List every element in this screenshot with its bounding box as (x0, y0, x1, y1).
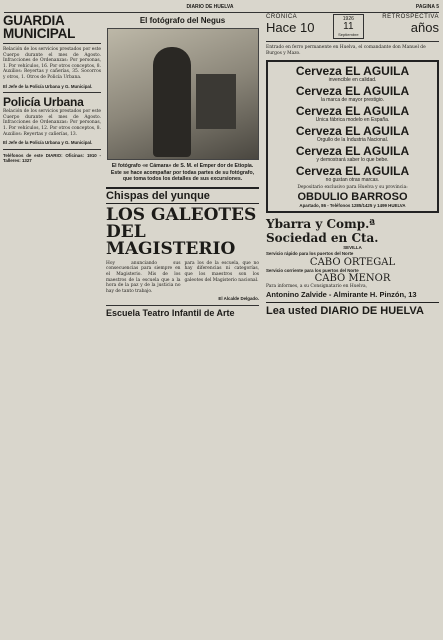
phones: Teléfonos de este DIARIO: Oficinas: 1910 - Talleres: 1327 (3, 152, 101, 164)
guardia-signature: El Jefe de la Policía Urbana y G. Municipal. (3, 83, 93, 89)
right-column (266, 14, 439, 317)
ad-sub: la marca de mayor prestigio. (320, 97, 385, 104)
left-column (3, 14, 101, 636)
guardia-title: GUARDIA MUNICIPAL (3, 14, 76, 41)
ybarra-title: Ybarra y Comp.ª Sociedad en Cta. (266, 217, 379, 246)
ad-sub: no gustan otras marcas. (325, 177, 380, 184)
photo-title: El fotógrafo del Negus (139, 16, 226, 25)
divider (3, 149, 101, 150)
ad-line: Cerveza EL AGUILA (295, 84, 410, 99)
ad-sub: invencible en calidad. (328, 77, 377, 84)
retro-label: RETROSPECTIVA (382, 14, 439, 20)
guardia-body: Relación de los servicios prestados por este Cuerpo durante el mes de Agosto. Infracciones de Ordenanzas: Por personas, 1. Por vehículos, 16. Por otros conceptos, 8. Auxilios: Reyertas y cañerías, 35. Socorros y otros, 1. Otros de Policía Urbana. (3, 47, 101, 80)
photographer-photo (107, 28, 259, 160)
headline: LOS GALEOTES DEL MAGISTERIO (106, 204, 257, 259)
ad-sub: Orgullo de la Industria Nacional. (316, 137, 389, 144)
article-signature: El Alcalde Delgado. (218, 296, 259, 302)
sevilla-label: SEVILLA (343, 245, 362, 251)
cronica-box (266, 14, 439, 42)
article-body (106, 261, 259, 295)
divider (106, 305, 259, 306)
article-text-b: para los de la escuela, que no hay diferencias ni categorías, que los maestros son los galeotes del Magisterio nacional. (184, 260, 259, 283)
hace-label: Hace 10 (266, 20, 315, 35)
divider (3, 43, 101, 44)
header-center: DIARIO DE HUELVA (186, 4, 234, 10)
photo-caption: El fotógrafo «e Cámara» de S. M. el Emper dor de Etiopía. Este se hace acompañar por todas partes de su fotógrafo, que toma todos los detalles de sus excursiones. (110, 163, 255, 183)
ad-sub: y demostrará saber lo que bebe. (316, 157, 389, 164)
photo-figure (153, 47, 191, 157)
section-title: Chispas del yunque (106, 187, 259, 204)
vapor-cabo-ortegal: CABO ORTEGAL (309, 256, 396, 268)
escuela-title: Escuela Teatro Infantil de Arte (106, 307, 235, 318)
cronica-label: CRÓNICA (266, 14, 298, 20)
anos-label: años (410, 20, 439, 35)
cronica-text: Entrado en ferro permanente en Huelva, el comandante don Manuel de Burgos y Mazo. (266, 45, 426, 56)
distributor-address: Apartado, 86 - Teléfonos 1285/1425 y 1499 HUELVA (299, 202, 406, 208)
ad-line: Cerveza EL AGUILA (295, 64, 410, 79)
vapor-cabo-menor: CABO MENOR (314, 273, 391, 285)
date-month: Septiembre (338, 32, 359, 37)
servicio-corriente: Servicio corriente para los puertos del Norte (266, 267, 359, 273)
consignatario: Antonino Zalvide - Almirante H. Pinzón, 13 (266, 289, 417, 299)
info-label: Para informes, a su Consignatario en Huelva, (266, 284, 368, 290)
distributor-label: Depositario exclusivo para Huelva y su provincia: (297, 185, 408, 191)
article-text-a: Hoy anunciando sus consecuencias para siempre en el Magisterio. Mis de los maestros de la escuela que a la hora de la paz y de la justicia no hay de tanto trabajo. (106, 260, 181, 294)
policia-signature: El Jefe de la Policía Urbana y G. Municipal. (3, 140, 93, 146)
date-year: 1926 (342, 16, 354, 22)
date-day: 11 (343, 21, 354, 32)
policia-title: Policía Urbana (3, 95, 84, 110)
ad-line: Cerveza EL AGUILA (295, 104, 410, 119)
lea-diario: Lea usted DIARIO DE HUELVA (266, 302, 439, 317)
header-right: PAGINA 5 (415, 4, 439, 10)
cerveza-ad (266, 60, 439, 213)
ad-sub: Unica fábrica modelo en España. (315, 117, 390, 124)
ad-line: Cerveza EL AGUILA (295, 124, 410, 139)
center-column (106, 14, 259, 320)
divider (3, 92, 101, 93)
ad-line: Cerveza EL AGUILA (295, 144, 410, 159)
distributor-name: OBDULIO BARROSO (297, 190, 408, 203)
ad-line: Cerveza EL AGUILA (295, 164, 410, 179)
policia-body: Relación de los servicios prestados por este Cuerpo durante el mes de Agosto. Infracciones de Ordenanzas: Por personas, 1. Por vehículos, 12. Por otros conceptos, 8. Auxilios: Reyertas y cañerías, 13. (3, 109, 101, 137)
date-box (333, 14, 363, 39)
page-header (4, 2, 439, 13)
photo-camera (196, 74, 236, 129)
servicio-rapido: Servicio rápido para los puertos del Norte (266, 250, 354, 256)
